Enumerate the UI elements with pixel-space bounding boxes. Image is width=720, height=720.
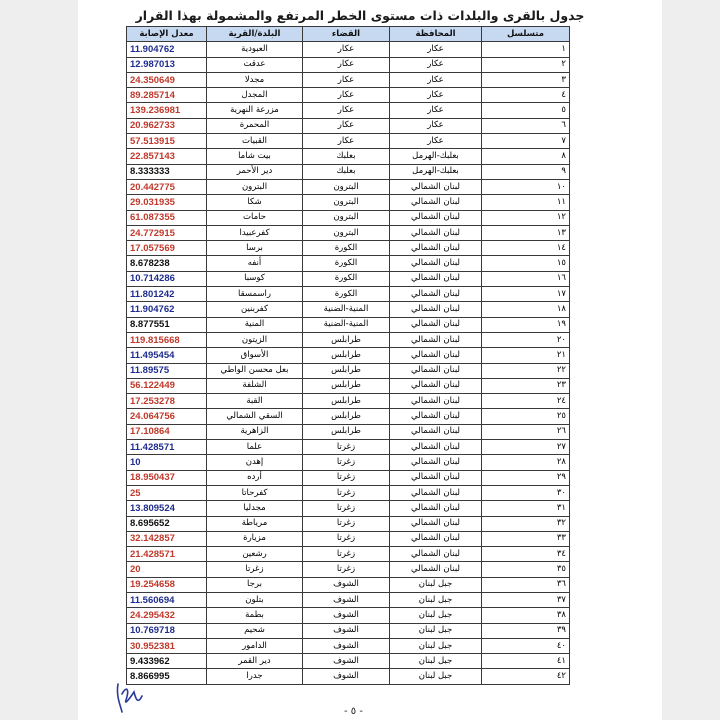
- governorate-cell: لبنان الشمالي: [390, 348, 482, 363]
- district-cell: المنية-الضنية: [303, 317, 390, 332]
- governorate-cell: عكار: [390, 72, 482, 87]
- district-cell: عكار: [303, 42, 390, 57]
- table-row: [127, 394, 570, 409]
- governorate-cell: لبنان الشمالي: [390, 317, 482, 332]
- table-row: [127, 317, 570, 332]
- header-governorate: المحافظة: [390, 27, 482, 42]
- table-row: [127, 271, 570, 286]
- district-cell: عكار: [303, 72, 390, 87]
- rate-cell: 17.057569: [127, 241, 207, 256]
- district-cell: الشوف: [303, 608, 390, 623]
- serial-cell: ٢٣: [482, 378, 570, 393]
- district-cell: الكورة: [303, 241, 390, 256]
- town-cell: مزرعة النهرية: [207, 103, 303, 118]
- table-body: [127, 42, 570, 684]
- town-cell: كفرعبيدا: [207, 225, 303, 240]
- serial-cell: ٢٨: [482, 455, 570, 470]
- governorate-cell: لبنان الشمالي: [390, 440, 482, 455]
- table-row: [127, 332, 570, 347]
- town-cell: مرياطة: [207, 516, 303, 531]
- table-row: [127, 592, 570, 607]
- table-row: [127, 195, 570, 210]
- governorate-cell: لبنان الشمالي: [390, 195, 482, 210]
- rate-cell: 18.950437: [127, 470, 207, 485]
- town-cell: شحيم: [207, 623, 303, 638]
- governorate-cell: لبنان الشمالي: [390, 271, 482, 286]
- rate-cell: 32.142857: [127, 531, 207, 546]
- rate-cell: 8.866995: [127, 669, 207, 684]
- serial-cell: ٣٤: [482, 547, 570, 562]
- district-cell: البترون: [303, 195, 390, 210]
- rate-cell: 8.678238: [127, 256, 207, 271]
- town-cell: الزاهرية: [207, 424, 303, 439]
- governorate-cell: لبنان الشمالي: [390, 424, 482, 439]
- serial-cell: ٣٧: [482, 592, 570, 607]
- governorate-cell: لبنان الشمالي: [390, 562, 482, 577]
- district-cell: زغرتا: [303, 470, 390, 485]
- serial-cell: ٣٣: [482, 531, 570, 546]
- district-cell: طرابلس: [303, 394, 390, 409]
- governorate-cell: لبنان الشمالي: [390, 256, 482, 271]
- town-cell: بعل محسن الواطي: [207, 363, 303, 378]
- rate-cell: 61.087355: [127, 210, 207, 225]
- header-town: البلدة/القرية: [207, 27, 303, 42]
- district-cell: الشوف: [303, 623, 390, 638]
- table-row: [127, 241, 570, 256]
- rate-cell: 11.904762: [127, 302, 207, 317]
- district-cell: بعلبك: [303, 164, 390, 179]
- rate-cell: 10.714286: [127, 271, 207, 286]
- governorate-cell: عكار: [390, 57, 482, 72]
- governorate-cell: لبنان الشمالي: [390, 531, 482, 546]
- rate-cell: 11.904762: [127, 42, 207, 57]
- district-cell: طرابلس: [303, 409, 390, 424]
- district-cell: بعلبك: [303, 149, 390, 164]
- rate-cell: 30.952381: [127, 638, 207, 653]
- governorate-cell: لبنان الشمالي: [390, 501, 482, 516]
- serial-cell: ٣٠: [482, 485, 570, 500]
- table-row: [127, 654, 570, 669]
- governorate-cell: لبنان الشمالي: [390, 378, 482, 393]
- serial-cell: ٢٧: [482, 440, 570, 455]
- table-row: [127, 164, 570, 179]
- town-cell: شكا: [207, 195, 303, 210]
- governorate-cell: لبنان الشمالي: [390, 455, 482, 470]
- table-row: [127, 577, 570, 592]
- town-cell: الشلفة: [207, 378, 303, 393]
- serial-cell: ٢: [482, 57, 570, 72]
- governorate-cell: لبنان الشمالي: [390, 470, 482, 485]
- town-cell: رشعين: [207, 547, 303, 562]
- table-header-row: [127, 27, 570, 42]
- rate-cell: 8.333333: [127, 164, 207, 179]
- town-cell: دير الأحمر: [207, 164, 303, 179]
- table-row: [127, 57, 570, 72]
- table-row: [127, 501, 570, 516]
- governorate-cell: لبنان الشمالي: [390, 547, 482, 562]
- rate-cell: 25: [127, 485, 207, 500]
- header-district: القضاء: [303, 27, 390, 42]
- district-cell: طرابلس: [303, 424, 390, 439]
- town-cell: السقي الشمالي: [207, 409, 303, 424]
- page-number: - ٥ -: [344, 706, 363, 717]
- rate-cell: 24.772915: [127, 225, 207, 240]
- rate-cell: 57.513915: [127, 134, 207, 149]
- serial-cell: ٢٦: [482, 424, 570, 439]
- governorate-cell: لبنان الشمالي: [390, 179, 482, 194]
- serial-cell: ١٧: [482, 287, 570, 302]
- table-row: [127, 149, 570, 164]
- governorate-cell: لبنان الشمالي: [390, 363, 482, 378]
- district-cell: زغرتا: [303, 501, 390, 516]
- rate-cell: 20.962733: [127, 118, 207, 133]
- serial-cell: ٣٢: [482, 516, 570, 531]
- governorate-cell: لبنان الشمالي: [390, 302, 482, 317]
- governorate-cell: جبل لبنان: [390, 577, 482, 592]
- rate-cell: 56.122449: [127, 378, 207, 393]
- rate-cell: 21.428571: [127, 547, 207, 562]
- district-cell: طرابلس: [303, 332, 390, 347]
- governorate-cell: لبنان الشمالي: [390, 241, 482, 256]
- serial-cell: ٥: [482, 103, 570, 118]
- governorate-cell: جبل لبنان: [390, 592, 482, 607]
- district-cell: عكار: [303, 88, 390, 103]
- town-cell: البترون: [207, 179, 303, 194]
- table-row: [127, 424, 570, 439]
- town-cell: مجدلا: [207, 72, 303, 87]
- district-cell: الشوف: [303, 592, 390, 607]
- rate-cell: 24.350649: [127, 72, 207, 87]
- serial-cell: ١٢: [482, 210, 570, 225]
- table-row: [127, 118, 570, 133]
- district-cell: المنية-الضنية: [303, 302, 390, 317]
- rate-cell: 22.857143: [127, 149, 207, 164]
- governorate-cell: لبنان الشمالي: [390, 210, 482, 225]
- rate-cell: 10: [127, 455, 207, 470]
- table-row: [127, 638, 570, 653]
- town-cell: المجدل: [207, 88, 303, 103]
- table-row: [127, 287, 570, 302]
- governorate-cell: جبل لبنان: [390, 638, 482, 653]
- table-row: [127, 378, 570, 393]
- table-row: [127, 608, 570, 623]
- district-cell: الشوف: [303, 669, 390, 684]
- governorate-cell: لبنان الشمالي: [390, 485, 482, 500]
- rate-cell: 9.433962: [127, 654, 207, 669]
- serial-cell: ٢٤: [482, 394, 570, 409]
- table-row: [127, 88, 570, 103]
- district-cell: زغرتا: [303, 440, 390, 455]
- governorate-cell: لبنان الشمالي: [390, 225, 482, 240]
- serial-cell: ٤٠: [482, 638, 570, 653]
- serial-cell: ٢٩: [482, 470, 570, 485]
- serial-cell: ٢٢: [482, 363, 570, 378]
- rate-cell: 11.89575: [127, 363, 207, 378]
- serial-cell: ١٩: [482, 317, 570, 332]
- table-row: [127, 42, 570, 57]
- district-cell: الكورة: [303, 256, 390, 271]
- signature-icon: [112, 674, 146, 716]
- town-cell: أنفه: [207, 256, 303, 271]
- table-row: [127, 348, 570, 363]
- town-cell: القبة: [207, 394, 303, 409]
- town-cell: أرده: [207, 470, 303, 485]
- town-cell: كفرحاتا: [207, 485, 303, 500]
- governorate-cell: عكار: [390, 103, 482, 118]
- governorate-cell: جبل لبنان: [390, 654, 482, 669]
- governorate-cell: عكار: [390, 88, 482, 103]
- district-cell: البترون: [303, 210, 390, 225]
- town-cell: مجدليا: [207, 501, 303, 516]
- table-row: [127, 302, 570, 317]
- rate-cell: 89.285714: [127, 88, 207, 103]
- rate-cell: 19.254658: [127, 577, 207, 592]
- district-cell: طرابلس: [303, 378, 390, 393]
- serial-cell: ٤٢: [482, 669, 570, 684]
- table-row: [127, 103, 570, 118]
- town-cell: إهدن: [207, 455, 303, 470]
- town-cell: العبودية: [207, 42, 303, 57]
- serial-cell: ١: [482, 42, 570, 57]
- district-cell: عكار: [303, 103, 390, 118]
- serial-cell: ٤: [482, 88, 570, 103]
- table-row: [127, 440, 570, 455]
- district-cell: البترون: [303, 179, 390, 194]
- rate-cell: 11.428571: [127, 440, 207, 455]
- district-cell: زغرتا: [303, 547, 390, 562]
- district-cell: زغرتا: [303, 531, 390, 546]
- rate-cell: 17.10864: [127, 424, 207, 439]
- serial-cell: ١٦: [482, 271, 570, 286]
- serial-cell: ١٤: [482, 241, 570, 256]
- district-cell: طرابلس: [303, 348, 390, 363]
- serial-cell: ٣١: [482, 501, 570, 516]
- town-cell: بطمة: [207, 608, 303, 623]
- table-row: [127, 485, 570, 500]
- governorate-cell: جبل لبنان: [390, 608, 482, 623]
- header-rate: معدل الإصابة: [127, 27, 207, 42]
- governorate-cell: لبنان الشمالي: [390, 516, 482, 531]
- rate-cell: 139.236981: [127, 103, 207, 118]
- town-cell: الدامور: [207, 638, 303, 653]
- town-cell: بتلون: [207, 592, 303, 607]
- district-cell: زغرتا: [303, 562, 390, 577]
- serial-cell: ١٠: [482, 179, 570, 194]
- rate-cell: 11.495454: [127, 348, 207, 363]
- governorate-cell: عكار: [390, 118, 482, 133]
- town-cell: برسا: [207, 241, 303, 256]
- district-cell: البترون: [303, 225, 390, 240]
- town-cell: مزيارة: [207, 531, 303, 546]
- town-cell: القبيات: [207, 134, 303, 149]
- serial-cell: ٣٨: [482, 608, 570, 623]
- serial-cell: ١١: [482, 195, 570, 210]
- table-row: [127, 623, 570, 638]
- high-risk-towns-table: [126, 26, 570, 685]
- governorate-cell: جبل لبنان: [390, 669, 482, 684]
- table-row: [127, 363, 570, 378]
- table-row: [127, 134, 570, 149]
- town-cell: كوسبا: [207, 271, 303, 286]
- town-cell: عدقت: [207, 57, 303, 72]
- rate-cell: 24.295432: [127, 608, 207, 623]
- district-cell: طرابلس: [303, 363, 390, 378]
- town-cell: برجا: [207, 577, 303, 592]
- serial-cell: ١٥: [482, 256, 570, 271]
- district-cell: الشوف: [303, 638, 390, 653]
- town-cell: راسمسقا: [207, 287, 303, 302]
- governorate-cell: لبنان الشمالي: [390, 394, 482, 409]
- governorate-cell: عكار: [390, 134, 482, 149]
- rate-cell: 12.987013: [127, 57, 207, 72]
- table-row: [127, 72, 570, 87]
- serial-cell: ٢٠: [482, 332, 570, 347]
- district-cell: عكار: [303, 134, 390, 149]
- rate-cell: 119.815668: [127, 332, 207, 347]
- district-cell: الكورة: [303, 271, 390, 286]
- table-row: [127, 470, 570, 485]
- town-cell: الزيتون: [207, 332, 303, 347]
- serial-cell: ٧: [482, 134, 570, 149]
- rate-cell: 8.695652: [127, 516, 207, 531]
- town-cell: جدرا: [207, 669, 303, 684]
- serial-cell: ٣٦: [482, 577, 570, 592]
- town-cell: المنية: [207, 317, 303, 332]
- rate-cell: 11.801242: [127, 287, 207, 302]
- town-cell: دير القمر: [207, 654, 303, 669]
- serial-cell: ١٨: [482, 302, 570, 317]
- district-cell: الشوف: [303, 577, 390, 592]
- governorate-cell: لبنان الشمالي: [390, 287, 482, 302]
- rate-cell: 11.560694: [127, 592, 207, 607]
- table-row: [127, 455, 570, 470]
- serial-cell: ٦: [482, 118, 570, 133]
- page-title: جدول بالقرى والبلدات ذات مستوى الخطر المرتفع والمشمولة بهذا القرار: [135, 8, 585, 23]
- governorate-cell: عكار: [390, 42, 482, 57]
- governorate-cell: لبنان الشمالي: [390, 409, 482, 424]
- governorate-cell: بعلبك-الهرمل: [390, 164, 482, 179]
- table-row: [127, 409, 570, 424]
- table-row: [127, 225, 570, 240]
- district-cell: زغرتا: [303, 485, 390, 500]
- district-cell: الشوف: [303, 654, 390, 669]
- governorate-cell: جبل لبنان: [390, 623, 482, 638]
- district-cell: عكار: [303, 118, 390, 133]
- rate-cell: 29.031935: [127, 195, 207, 210]
- district-cell: عكار: [303, 57, 390, 72]
- rate-cell: 17.253278: [127, 394, 207, 409]
- rate-cell: 20: [127, 562, 207, 577]
- serial-cell: ٨: [482, 149, 570, 164]
- serial-cell: ٤١: [482, 654, 570, 669]
- town-cell: علما: [207, 440, 303, 455]
- serial-cell: ٣٥: [482, 562, 570, 577]
- rate-cell: 20.442775: [127, 179, 207, 194]
- town-cell: بيت شاما: [207, 149, 303, 164]
- town-cell: الأسواق: [207, 348, 303, 363]
- district-cell: زغرتا: [303, 516, 390, 531]
- town-cell: حامات: [207, 210, 303, 225]
- governorate-cell: بعلبك-الهرمل: [390, 149, 482, 164]
- town-cell: المحمرة: [207, 118, 303, 133]
- district-cell: زغرتا: [303, 455, 390, 470]
- table-row: [127, 256, 570, 271]
- table-row: [127, 562, 570, 577]
- rate-cell: 24.064756: [127, 409, 207, 424]
- serial-cell: ٣٩: [482, 623, 570, 638]
- serial-cell: ٣: [482, 72, 570, 87]
- serial-cell: ١٣: [482, 225, 570, 240]
- serial-cell: ٢١: [482, 348, 570, 363]
- table-row: [127, 669, 570, 684]
- district-cell: الكورة: [303, 287, 390, 302]
- rate-cell: 8.877551: [127, 317, 207, 332]
- table-row: [127, 531, 570, 546]
- serial-cell: ٢٥: [482, 409, 570, 424]
- town-cell: كفربنين: [207, 302, 303, 317]
- serial-cell: ٩: [482, 164, 570, 179]
- table-row: [127, 210, 570, 225]
- header-serial: متسلسل: [482, 27, 570, 42]
- governorate-cell: لبنان الشمالي: [390, 332, 482, 347]
- table-row: [127, 179, 570, 194]
- rate-cell: 10.769718: [127, 623, 207, 638]
- table-row: [127, 547, 570, 562]
- town-cell: زغرتا: [207, 562, 303, 577]
- table-row: [127, 516, 570, 531]
- rate-cell: 13.809524: [127, 501, 207, 516]
